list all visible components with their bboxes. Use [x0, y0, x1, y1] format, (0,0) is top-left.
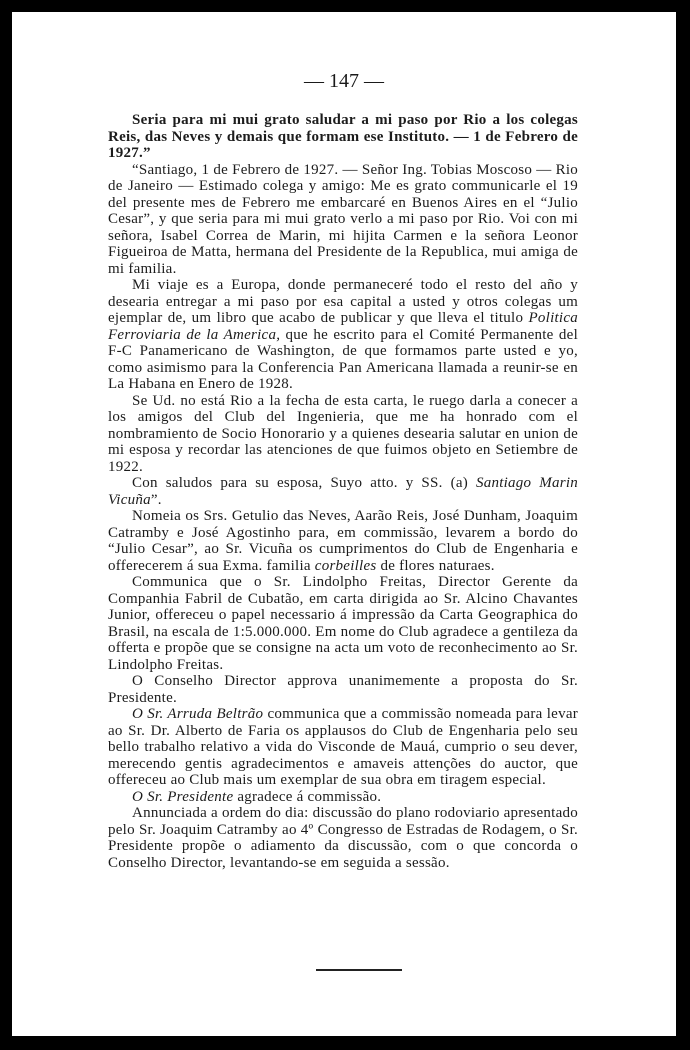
- italic-term: corbeilles: [314, 557, 377, 574]
- paragraph-text: Con saludos para su esposa, Suyo atto. y SS. (a): [132, 475, 476, 491]
- paragraph: Communica que o Sr. Lindolpho Freitas, Director Gerente da Companhia Fabril de Cubatão, em carta dirigida ao Sr. Alcino Chavantes Junior, offereceu o papel necessario á impressão da Carta Geographica do Brasil, na escala de 1:5.000.000. Em nome do Club agradece a gentileza da offerta e propõe que se consigne na acta um voto de reconhecimento ao Sr. Lindolpho Freitas.: [108, 574, 578, 673]
- paragraph: [108, 475, 578, 508]
- paragraph: “Santiago, 1 de Febrero de 1927. — Señor Ing. Tobias Moscoso — Rio de Janeiro — Estimado colega y amigo: Me es grato communicarle el 19 del presente mes de Febrero me embarcaré en Buenos Aires en el “Julio Cesar”, y que seria para mi mui grato verlo a mi paso por Rio. Voi con mi señora, Isabel Correa de Marin, mi hijita Carmen e la señora Leonor Figueiroa de Matta, hermana del Presidente de la Republica, mui amiga de mi familia.: [108, 161, 578, 277]
- end-divider: [316, 969, 402, 971]
- paragraph-text: Nomeia os Srs. Getulio das Neves, Aarão Reis, José Dunham, Joaquim Catramby e José Agostinho para, em commissão, levarem a bordo do “Julio Cesar”, ao Sr. Vicuña os cumprimentos do Club de Engenharia e offerecerem á sua Exma. familia: [108, 508, 578, 574]
- paragraph-text: ”.: [150, 491, 162, 508]
- signature-name: Santiago Marin Vicuña: [108, 475, 579, 508]
- speaker-name: O Sr. Presidente: [132, 788, 234, 805]
- paragraph-text: Mi viaje es a Europa, donde permaneceré todo el resto del año y desearia entregar a mi paso por esa capital a usted y otros colegas um ejemplar de, um libro que acabo de publicar y que lleva el titulo: [108, 277, 578, 326]
- paragraph: [108, 789, 578, 806]
- paragraph: O Conselho Director approva unanimemente a proposta do Sr. Presidente.: [108, 673, 578, 706]
- paragraph: [108, 277, 578, 393]
- paragraph: [108, 706, 578, 789]
- paragraph: Se Ud. no está Rio a la fecha de esta carta, le ruego darla a conecer a los amigos del Club del Ingenieria, que me ha honrado com el nombramiento de Socio Honorario y a quienes desearia salutar en union de mi esposa y recordar las atenciones de que fuimos objeto en Setiembre de 1922.: [108, 392, 578, 475]
- scanned-page: [12, 12, 676, 1036]
- paragraph-text: que he escrito para el Comité Permanente del F-C Panamericano de Washington, de que formamos parte usted e yo, como asimismo para la Conferencia Pan Americana llamada a reunir-se en La Habana en Enero de 1928.: [108, 326, 578, 392]
- paragraph-text: agradece á commissão.: [233, 788, 382, 805]
- body-text: [108, 112, 578, 871]
- paragraph-text: de flores naturaes.: [376, 557, 495, 574]
- page-number: — 147 —: [304, 70, 384, 92]
- book-title: Politica Ferroviaria de la America,: [108, 310, 578, 343]
- paragraph: [108, 508, 578, 574]
- speaker-name: O Sr. Arruda Beltrão: [132, 706, 264, 722]
- paragraph: Seria para mi mui grato saludar a mi paso por Rio a los colegas Reis, das Neves y demais que formam ese Instituto. — 1 de Febrero de 1927.”: [108, 112, 578, 161]
- paragraph-text: communica que a commissão nomeada para levar ao Sr. Dr. Alberto de Faria os applausos do Club de Engenharia pelo seu bello trabalho relativo a vida do Visconde de Mauá, cumprio o seu dever, merecendo gentis agradecimentos e amaveis attenções do auctor, que offereceu ao Club mais um exemplar de sua obra em tiragem especial.: [108, 706, 578, 788]
- paragraph: Annunciada a ordem do dia: discussão do plano rodoviario apresentado pelo Sr. Joaquim Catramby ao 4º Congresso de Estradas de Rodagem, o Sr. Presidente propõe o adiamento da discussão, com o que concorda o Conselho Director, levantando-se em seguida a sessão.: [108, 805, 578, 871]
